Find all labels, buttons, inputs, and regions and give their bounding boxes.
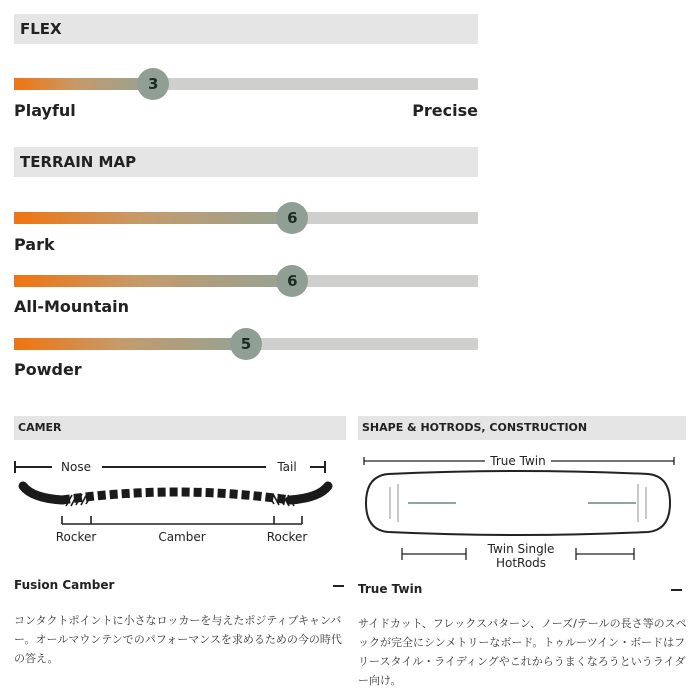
terrain-park-label: Park: [14, 235, 55, 254]
terrain-header: TERRAIN MAP: [14, 147, 478, 177]
terrain-all-mountain-fill: [14, 275, 292, 287]
terrain-powder-label: Powder: [14, 360, 82, 379]
terrain-park-knob[interactable]: 6: [276, 202, 308, 234]
shape-description: サイドカット、フレックスパターン、ノーズ/テールの長さ等のスペックが完全にシンメトリーなボード。トゥルーツイン・ボードはフリースタイル・ライディングやこれからうまくなろうというライダー向け。: [358, 617, 687, 687]
minus-icon[interactable]: [333, 585, 344, 587]
camber-header: CAMER: [14, 416, 346, 440]
camber-nose-label: Nose: [61, 460, 91, 474]
shape-hotrods-line1: Twin Single: [487, 542, 555, 556]
terrain-all-mountain-knob[interactable]: 6: [276, 265, 308, 297]
camber-description: コンタクトポイントに小さなロッカーを与えたポジティブキャンバー。オールマウンテンでのパフォーマンスを求めるための今の時代の答え。: [14, 614, 342, 665]
flex-header: FLEX: [14, 14, 478, 44]
flex-left-label: Playful: [14, 101, 76, 120]
flex-slider-knob[interactable]: 3: [137, 68, 169, 100]
flex-slider[interactable]: [14, 75, 478, 93]
camber-name: Fusion Camber: [14, 578, 115, 592]
shape-header: SHAPE & HOTRODS, CONSTRUCTION: [358, 416, 686, 440]
terrain-park-slider[interactable]: [14, 209, 478, 227]
shape-true-twin-label: True Twin: [490, 454, 546, 468]
terrain-park-fill: [14, 212, 292, 224]
camber-tail-label: Tail: [277, 460, 297, 474]
shape-hotrods-line2: HotRods: [495, 556, 547, 570]
terrain-all-mountain-slider[interactable]: [14, 272, 478, 290]
camber-rocker-left-label: Rocker: [55, 530, 97, 544]
terrain-powder-fill: [14, 338, 246, 350]
terrain-powder-slider[interactable]: [14, 335, 478, 353]
camber-profile-diagram: [14, 450, 346, 550]
flex-right-label: Precise: [412, 101, 478, 120]
terrain-all-mountain-label: All-Mountain: [14, 297, 130, 316]
camber-camber-label: Camber: [158, 530, 206, 544]
terrain-powder-knob[interactable]: 5: [230, 328, 262, 360]
shape-diagram: [358, 446, 686, 572]
camber-rocker-right-label: Rocker: [266, 530, 308, 544]
shape-name: True Twin: [358, 582, 423, 596]
minus-icon[interactable]: [671, 589, 682, 591]
flex-slider-fill: [14, 78, 153, 90]
